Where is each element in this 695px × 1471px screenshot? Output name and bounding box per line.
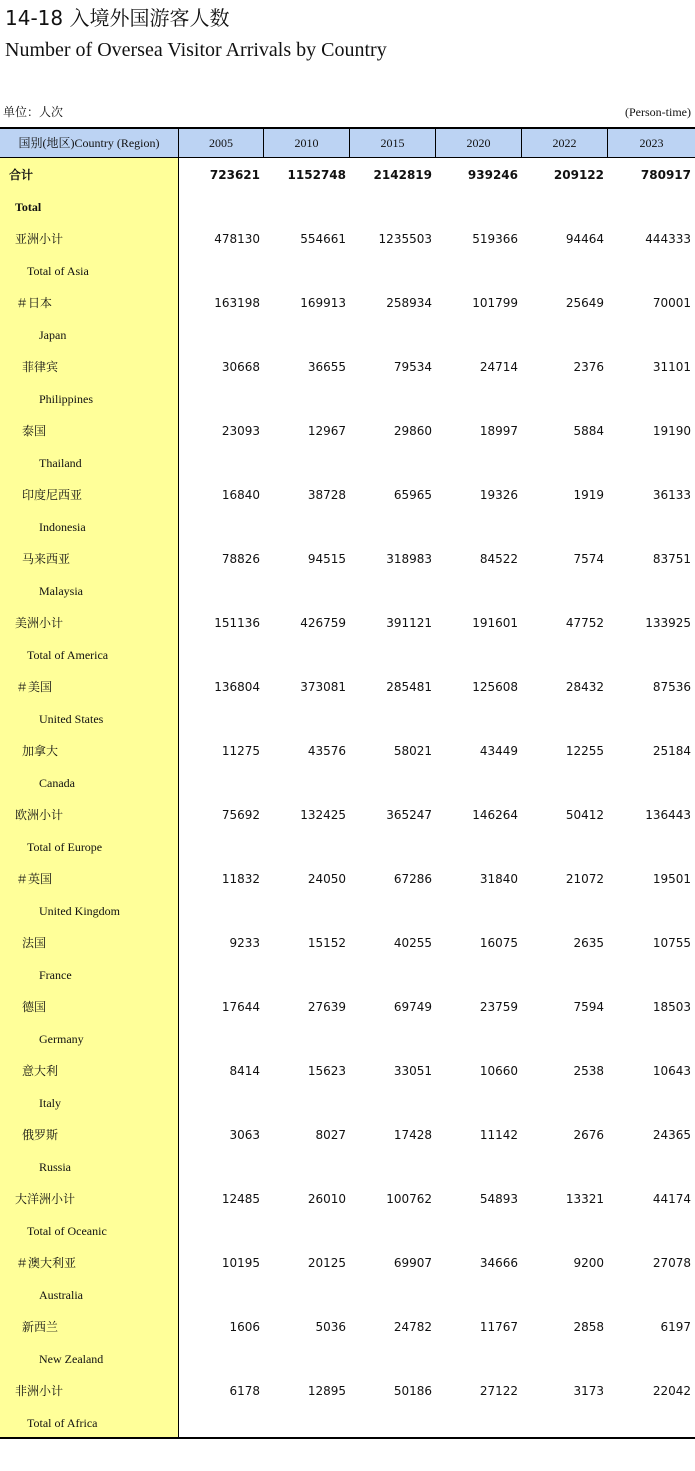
row-value-2022: 2538 xyxy=(573,1064,604,1078)
row-value-2015: 69907 xyxy=(393,1256,432,1270)
row-value-2022: 2635 xyxy=(573,936,604,950)
row-value-2022: 94464 xyxy=(565,232,604,246)
row-label-en: Total of Europe xyxy=(27,840,103,854)
row-value-2023: 6197 xyxy=(660,1320,691,1334)
row-label-en: Australia xyxy=(39,1288,83,1302)
row-label-cn: 欧洲小计 xyxy=(15,808,64,822)
table-row xyxy=(0,1374,695,1438)
row-label-cn: ＃美国 xyxy=(16,680,53,694)
header-year-3: 2020 xyxy=(436,129,522,157)
row-value-2020: 939246 xyxy=(467,168,518,182)
row-value-2022: 7594 xyxy=(573,1000,604,1014)
row-value-2022: 2376 xyxy=(573,360,604,374)
table-row xyxy=(0,222,695,286)
row-value-2015: 29860 xyxy=(393,424,432,438)
header-year-4: 2022 xyxy=(522,129,608,157)
row-value-2015: 69749 xyxy=(393,1000,432,1014)
page-title-en: Number of Oversea Visitor Arrivals by Country xyxy=(5,39,387,61)
row-label-cn: 意大利 xyxy=(22,1064,59,1078)
row-value-2022: 12255 xyxy=(565,744,604,758)
row-value-2005: 163198 xyxy=(214,296,260,310)
row-label-en: Indonesia xyxy=(39,520,86,534)
row-value-2022: 209122 xyxy=(553,168,604,182)
row-value-2023: 136443 xyxy=(645,808,691,822)
table-row xyxy=(0,734,695,798)
row-label-en: Total of Africa xyxy=(27,1416,98,1430)
row-label-cn: ＃日本 xyxy=(16,296,53,310)
row-value-2015: 100762 xyxy=(386,1192,432,1206)
row-value-2022: 2858 xyxy=(573,1320,604,1334)
row-value-2005: 6178 xyxy=(229,1384,260,1398)
row-label-en: Philippines xyxy=(39,392,94,406)
row-value-2010: 554661 xyxy=(300,232,346,246)
row-value-2005: 10195 xyxy=(221,1256,260,1270)
row-value-2020: 10660 xyxy=(479,1064,518,1078)
row-value-2023: 10755 xyxy=(652,936,691,950)
row-value-2010: 38728 xyxy=(307,488,346,502)
row-label-en: Canada xyxy=(39,776,75,790)
row-label-cn: 俄罗斯 xyxy=(22,1128,59,1142)
row-value-2023: 19190 xyxy=(652,424,691,438)
table-row xyxy=(0,1246,695,1310)
row-label-cn: 加拿大 xyxy=(22,744,59,758)
row-value-2023: 444333 xyxy=(645,232,691,246)
row-label-en: Total of America xyxy=(27,648,109,662)
header-year-2: 2015 xyxy=(350,129,436,157)
row-label-cn: 新西兰 xyxy=(22,1320,59,1334)
row-value-2005: 151136 xyxy=(214,616,260,630)
row-label-en: Malaysia xyxy=(39,584,83,598)
row-value-2023: 22042 xyxy=(652,1384,691,1398)
table-row xyxy=(0,926,695,990)
row-value-2010: 5036 xyxy=(315,1320,346,1334)
row-value-2015: 67286 xyxy=(393,872,432,886)
row-value-2015: 40255 xyxy=(393,936,432,950)
row-value-2010: 373081 xyxy=(300,680,346,694)
row-label-en: Russia xyxy=(39,1160,72,1174)
row-value-2015: 365247 xyxy=(386,808,432,822)
row-value-2023: 25184 xyxy=(652,744,691,758)
row-value-2020: 23759 xyxy=(479,1000,518,1014)
row-value-2020: 146264 xyxy=(472,808,518,822)
row-value-2023: 133925 xyxy=(645,616,691,630)
row-value-2022: 5884 xyxy=(573,424,604,438)
row-value-2020: 24714 xyxy=(479,360,518,374)
row-value-2005: 478130 xyxy=(214,232,260,246)
row-value-2023: 87536 xyxy=(652,680,691,694)
row-value-2022: 13321 xyxy=(565,1192,604,1206)
row-value-2023: 36133 xyxy=(652,488,691,502)
row-value-2015: 24782 xyxy=(393,1320,432,1334)
row-value-2022: 3173 xyxy=(573,1384,604,1398)
row-value-2020: 27122 xyxy=(479,1384,518,1398)
row-label-cn: 合计 xyxy=(9,168,34,182)
row-label-cn: 印度尼西亚 xyxy=(22,488,83,502)
row-value-2020: 84522 xyxy=(479,552,518,566)
row-label-cn: 非洲小计 xyxy=(15,1384,64,1398)
row-label-en: Total xyxy=(15,200,42,214)
row-value-2005: 1606 xyxy=(229,1320,260,1334)
row-value-2023: 24365 xyxy=(652,1128,691,1142)
table-row xyxy=(0,990,695,1054)
row-value-2022: 50412 xyxy=(565,808,604,822)
row-value-2020: 34666 xyxy=(479,1256,518,1270)
row-value-2005: 8414 xyxy=(229,1064,260,1078)
row-value-2005: 11275 xyxy=(221,744,260,758)
row-label-cn: ＃澳大利亚 xyxy=(16,1256,77,1270)
row-value-2020: 11767 xyxy=(479,1320,518,1334)
row-value-2005: 17644 xyxy=(221,1000,260,1014)
row-label-en: Total of Asia xyxy=(27,264,89,278)
table-header xyxy=(0,129,695,158)
row-value-2015: 258934 xyxy=(386,296,432,310)
row-value-2010: 12967 xyxy=(307,424,346,438)
row-value-2023: 10643 xyxy=(652,1064,691,1078)
row-value-2015: 58021 xyxy=(393,744,432,758)
table-row xyxy=(0,1118,695,1182)
row-value-2010: 20125 xyxy=(307,1256,346,1270)
row-value-2010: 43576 xyxy=(307,744,346,758)
row-label-en: Total of Oceanic xyxy=(27,1224,107,1238)
header-country-region: 国别(地区)Country (Region) xyxy=(0,129,179,157)
row-value-2015: 1235503 xyxy=(378,232,432,246)
row-value-2023: 19501 xyxy=(652,872,691,886)
row-value-2015: 318983 xyxy=(386,552,432,566)
row-value-2005: 30668 xyxy=(221,360,260,374)
row-label-en: United Kingdom xyxy=(39,904,120,918)
table-row xyxy=(0,414,695,478)
row-value-2020: 43449 xyxy=(479,744,518,758)
row-value-2015: 391121 xyxy=(386,616,432,630)
row-value-2020: 11142 xyxy=(479,1128,518,1142)
row-value-2005: 9233 xyxy=(229,936,260,950)
row-value-2020: 31840 xyxy=(479,872,518,886)
row-value-2022: 9200 xyxy=(573,1256,604,1270)
row-value-2010: 1152748 xyxy=(287,168,346,182)
table-row xyxy=(0,478,695,542)
row-label-en: United States xyxy=(39,712,104,726)
row-value-2020: 125608 xyxy=(472,680,518,694)
row-label-cn: 大洋洲小计 xyxy=(15,1192,76,1206)
row-value-2023: 27078 xyxy=(652,1256,691,1270)
row-value-2022: 28432 xyxy=(565,680,604,694)
row-label-cn: ＃英国 xyxy=(16,872,53,886)
row-value-2023: 31101 xyxy=(652,360,691,374)
row-value-2010: 94515 xyxy=(307,552,346,566)
row-value-2015: 285481 xyxy=(386,680,432,694)
row-value-2010: 15152 xyxy=(307,936,346,950)
row-value-2005: 78826 xyxy=(221,552,260,566)
row-value-2005: 12485 xyxy=(221,1192,260,1206)
table-row xyxy=(0,606,695,670)
row-value-2022: 47752 xyxy=(565,616,604,630)
header-year-0: 2005 xyxy=(179,129,264,157)
table-row xyxy=(0,862,695,926)
row-value-2023: 18503 xyxy=(652,1000,691,1014)
row-value-2010: 12895 xyxy=(307,1384,346,1398)
row-value-2020: 54893 xyxy=(479,1192,518,1206)
row-label-cn: 马来西亚 xyxy=(22,552,71,566)
row-label-en: France xyxy=(39,968,72,982)
unit-label-en: (Person-time) xyxy=(625,105,691,119)
row-label-cn: 德国 xyxy=(22,1000,47,1014)
row-value-2010: 169913 xyxy=(300,296,346,310)
row-value-2023: 70001 xyxy=(652,296,691,310)
row-value-2010: 426759 xyxy=(300,616,346,630)
row-label-cn: 亚洲小计 xyxy=(15,232,64,246)
row-value-2010: 36655 xyxy=(307,360,346,374)
row-value-2020: 519366 xyxy=(472,232,518,246)
table-row xyxy=(0,542,695,606)
header-year-5: 2023 xyxy=(639,136,664,150)
row-value-2022: 21072 xyxy=(565,872,604,886)
row-value-2015: 2142819 xyxy=(373,168,432,182)
table-bottom-rule xyxy=(0,1437,695,1439)
row-value-2015: 65965 xyxy=(393,488,432,502)
row-value-2022: 2676 xyxy=(573,1128,604,1142)
row-value-2005: 723621 xyxy=(209,168,260,182)
row-label-cn: 泰国 xyxy=(22,424,47,438)
row-value-2010: 132425 xyxy=(300,808,346,822)
row-value-2022: 25649 xyxy=(565,296,604,310)
row-label-cn: 法国 xyxy=(22,936,47,950)
row-value-2010: 26010 xyxy=(307,1192,346,1206)
row-value-2020: 101799 xyxy=(472,296,518,310)
row-value-2005: 11832 xyxy=(221,872,260,886)
row-value-2005: 75692 xyxy=(221,808,260,822)
table-row xyxy=(0,1054,695,1118)
row-value-2020: 19326 xyxy=(479,488,518,502)
row-value-2015: 79534 xyxy=(393,360,432,374)
table-row xyxy=(0,1310,695,1374)
row-label-en: New Zealand xyxy=(39,1352,104,1366)
row-value-2020: 191601 xyxy=(472,616,518,630)
row-value-2015: 50186 xyxy=(393,1384,432,1398)
header-year-1: 2010 xyxy=(264,129,350,157)
row-value-2022: 7574 xyxy=(573,552,604,566)
page-title-cn: 14-18 入境外国游客人数 xyxy=(5,6,230,30)
row-value-2015: 33051 xyxy=(393,1064,432,1078)
row-value-2005: 16840 xyxy=(221,488,260,502)
table-row xyxy=(0,158,695,222)
row-value-2015: 17428 xyxy=(393,1128,432,1142)
row-value-2005: 23093 xyxy=(221,424,260,438)
row-value-2023: 44174 xyxy=(652,1192,691,1206)
table-row xyxy=(0,1182,695,1246)
row-label-en: Japan xyxy=(39,328,67,342)
row-label-en: Italy xyxy=(39,1096,61,1110)
row-value-2020: 18997 xyxy=(479,424,518,438)
table-row xyxy=(0,350,695,414)
row-label-en: Thailand xyxy=(39,456,82,470)
table-row xyxy=(0,286,695,350)
table-row xyxy=(0,670,695,734)
row-value-2005: 3063 xyxy=(229,1128,260,1142)
row-label-cn: 美洲小计 xyxy=(15,616,64,630)
row-value-2022: 1919 xyxy=(573,488,604,502)
row-value-2010: 27639 xyxy=(307,1000,346,1014)
row-label-cn: 菲律宾 xyxy=(22,360,59,374)
row-value-2023: 83751 xyxy=(652,552,691,566)
row-value-2010: 15623 xyxy=(307,1064,346,1078)
row-value-2010: 24050 xyxy=(307,872,346,886)
row-value-2023: 780917 xyxy=(640,168,691,182)
row-value-2010: 8027 xyxy=(315,1128,346,1142)
row-label-en: Germany xyxy=(39,1032,84,1046)
row-value-2020: 16075 xyxy=(479,936,518,950)
unit-label-cn: 单位：人次 xyxy=(3,105,64,119)
table-row xyxy=(0,798,695,862)
row-value-2005: 136804 xyxy=(214,680,260,694)
